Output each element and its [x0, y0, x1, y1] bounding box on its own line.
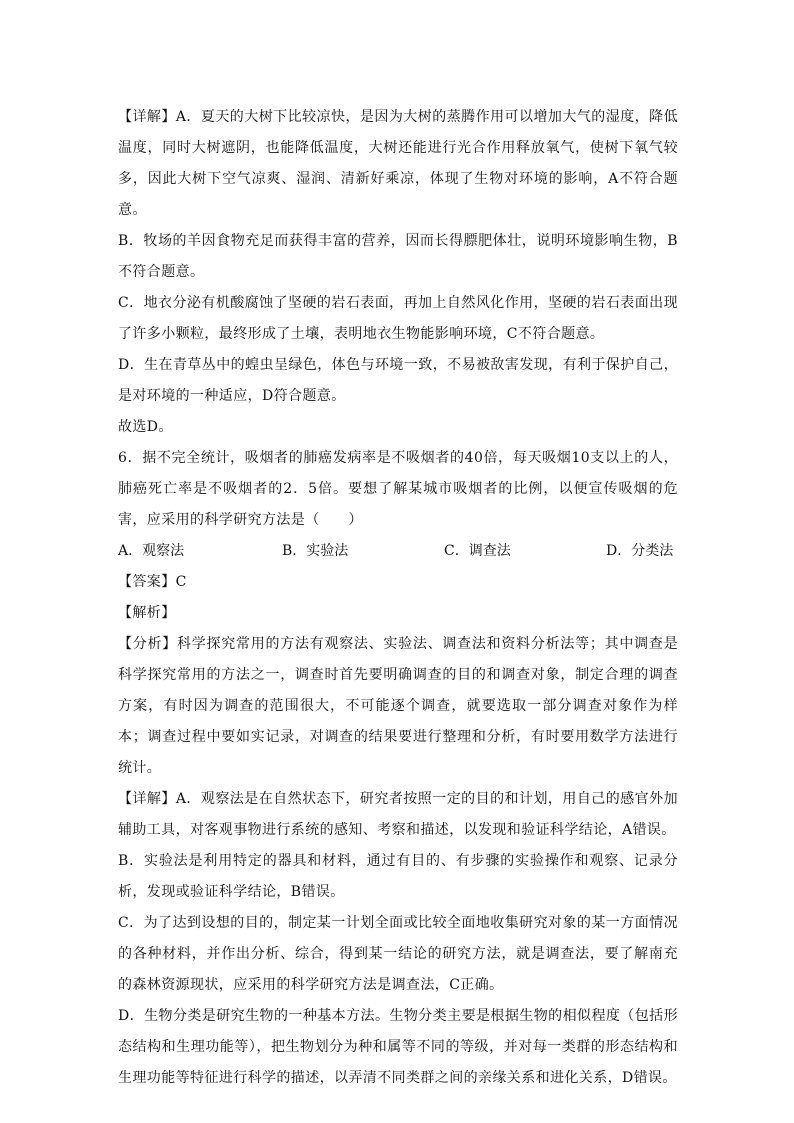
- analysis-paragraph: 【分析】科学探究常用的方法有观察法、实验法、调查法和资料分析法等；其中调查是科学探究常用的方法之一，调查时首先要明确调查的目的和调查对象，制定合理的调查方案，有时因为调查的范围很大，不可能逐个调查，就要选取一部分调查对象作为样本；调查过程中要如实记录，对调查的结果要进行整理和分析，有时要用数学方法进行统计。: [118, 636, 678, 776]
- explanation-paragraph-d: D．生物分类是研究生物的一种基本方法。生物分类主要是根据生物的相似程度（包括形态结构和生理功能等），把生物划分为种和属等不同的等级，并对每一类群的形态结构和生理功能等特征进行科学的描述，以弄清不同类群之间的亲缘关系和进化关系，D错误。: [118, 1008, 678, 1086]
- option-d: D．分类法: [606, 543, 674, 559]
- explanation-paragraph-c: C．为了达到设想的目的，制定某一计划全面或比较全面地收集研究对象的某一方面情况的各种材料，并作出分析、综合，得到某一结论的研究方法，就是调查法，要了解南充的森林资源现状，应采用的科学研究方法是调查法，C正确。: [118, 915, 678, 993]
- choice-conclusion: 故选D。: [118, 419, 173, 435]
- detail-paragraph-b: B．牧场的羊因食物充足而获得丰富的营养，因而长得膘肥体壮，说明环境影响生物，B不符合题意。: [118, 233, 678, 280]
- answer-line: 【答案】C: [118, 574, 187, 590]
- option-c: C．调查法: [444, 543, 511, 559]
- detail-paragraph-c: C．地衣分泌有机酸腐蚀了坚硬的岩石表面，再加上自然风化作用，坚硬的岩石表面出现了许多小颗粒，最终形成了土壤，表明地衣生物能影响环境，C不符合题意。: [118, 295, 678, 342]
- option-a: A．观察法: [118, 543, 185, 559]
- option-b: B．实验法: [282, 543, 349, 559]
- explanation-paragraph-a: 【详解】A．观察法是在自然状态下，研究者按照一定的目的和计划，用自己的感官外加辅助工具，对客观事物进行系统的感知、考察和描述，以发现和验证科学结论，A错误。: [118, 791, 678, 838]
- detail-paragraph-a: 【详解】A．夏天的大树下比较凉快，是因为大树的蒸腾作用可以增加大气的湿度，降低温度，同时大树遮阴，也能降低温度，大树还能进行光合作用释放氧气，使树下氧气较多，因此大树下空气凉爽、湿润、清新好乘凉，体现了生物对环境的影响，A不符合题意。: [118, 109, 678, 218]
- page-content: [118, 102, 678, 1094]
- explanation-paragraph-b: B．实验法是利用特定的器具和材料，通过有目的、有步骤的实验操作和观察、记录分析，发现或验证科学结论，B错误。: [118, 853, 678, 900]
- question-6-options: [118, 536, 678, 567]
- detail-paragraph-d: D．生在青草丛中的蝗虫呈绿色，体色与环境一致，不易被敌害发现，有利于保护自己，是对环境的一种适应，D符合题意。: [118, 357, 678, 404]
- analysis-heading: 【解析】: [118, 605, 176, 621]
- question-6-stem: 6．据不完全统计，吸烟者的肺癌发病率是不吸烟者的40倍，每天吸烟10支以上的人，肺癌死亡率是不吸烟者的2．5倍。要想了解某城市吸烟者的比例，以便宣传吸烟的危害，应采用的科学研究方法是（ ）: [118, 450, 678, 528]
